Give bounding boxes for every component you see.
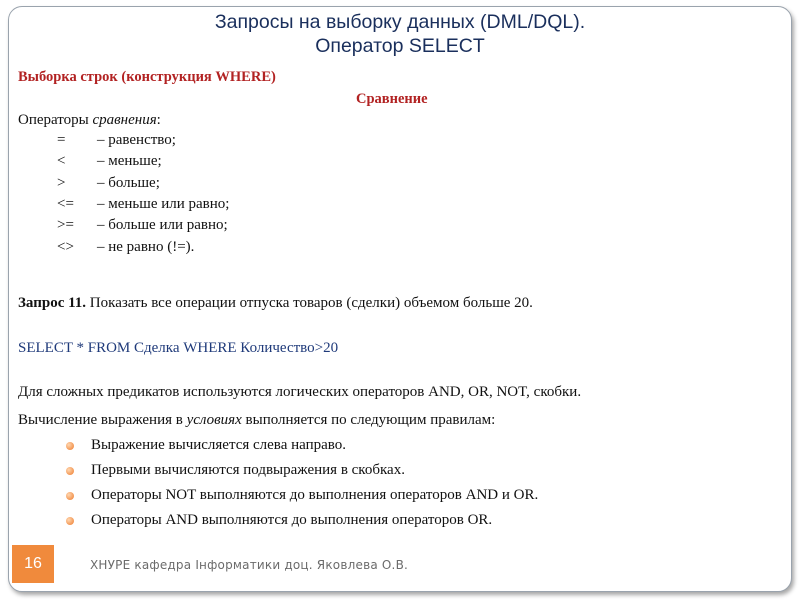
rule-text: Операторы NOT выполняются до выполнения операторов AND и OR. xyxy=(91,487,539,503)
intro-prefix: Операторы xyxy=(18,112,93,128)
operator-description: – больше; xyxy=(97,175,160,191)
footer-text: ХНУРЕ кафедра Інформатики доц. Яковлева О.В. xyxy=(90,558,409,572)
p2-emphasis: условиях xyxy=(186,412,242,428)
list-item xyxy=(66,487,538,512)
query-label: Запрос 11. xyxy=(18,295,87,311)
query-statement xyxy=(18,294,533,312)
page-number-badge: 16 xyxy=(12,545,54,583)
p2-prefix: Вычисление выражения в xyxy=(18,412,187,428)
operator-symbol: > xyxy=(57,175,66,191)
intro-emphasis: сравнения xyxy=(92,112,157,128)
operator-description: – меньше или равно; xyxy=(97,196,230,212)
operator-symbol: >= xyxy=(57,217,74,233)
list-item xyxy=(66,462,538,487)
bullet-dot-icon xyxy=(66,467,74,475)
paragraph-rules-intro xyxy=(18,411,495,429)
list-item xyxy=(66,512,538,537)
operator-symbol: <> xyxy=(57,239,74,255)
sql-code: SELECT * FROM Сделка WHERE Количество>20 xyxy=(18,340,339,356)
operators-intro xyxy=(18,111,161,129)
operator-symbol: = xyxy=(57,132,66,148)
operator-description: – меньше; xyxy=(97,153,162,169)
paragraph-predicates: Для сложных предикатов используются логических операторов AND, OR, NOT, скобки. xyxy=(18,384,582,400)
section-heading: Сравнение xyxy=(356,91,428,107)
rule-text: Первыми вычисляются подвыражения в скобках. xyxy=(91,462,405,478)
rule-text: Операторы AND выполняются до выполнения операторов OR. xyxy=(91,512,493,528)
title-line-1: Запросы на выборку данных (DML/DQL). xyxy=(214,11,586,33)
rules-list xyxy=(66,437,538,537)
operator-symbol: <= xyxy=(57,196,74,212)
operator-description: – равенство; xyxy=(97,132,176,148)
bullet-dot-icon xyxy=(66,442,74,450)
query-text: Показать все операции отпуска товаров (сделки) объемом больше 20. xyxy=(86,295,533,311)
rule-text: Выражение вычисляется слева направо. xyxy=(91,437,346,453)
title-line-2: Оператор SELECT xyxy=(315,35,485,57)
operator-description: – больше или равно; xyxy=(97,217,228,233)
operator-symbol: < xyxy=(57,153,66,169)
intro-suffix: : xyxy=(156,112,161,128)
bullet-dot-icon xyxy=(66,492,74,500)
slide-title xyxy=(0,10,800,58)
slide-subtitle: Выборка строк (конструкция WHERE) xyxy=(18,69,276,85)
p2-suffix: выполняется по следующим правилам: xyxy=(241,412,496,428)
operator-description: – не равно (!=). xyxy=(97,239,195,255)
bullet-dot-icon xyxy=(66,517,74,525)
list-item xyxy=(66,437,538,462)
